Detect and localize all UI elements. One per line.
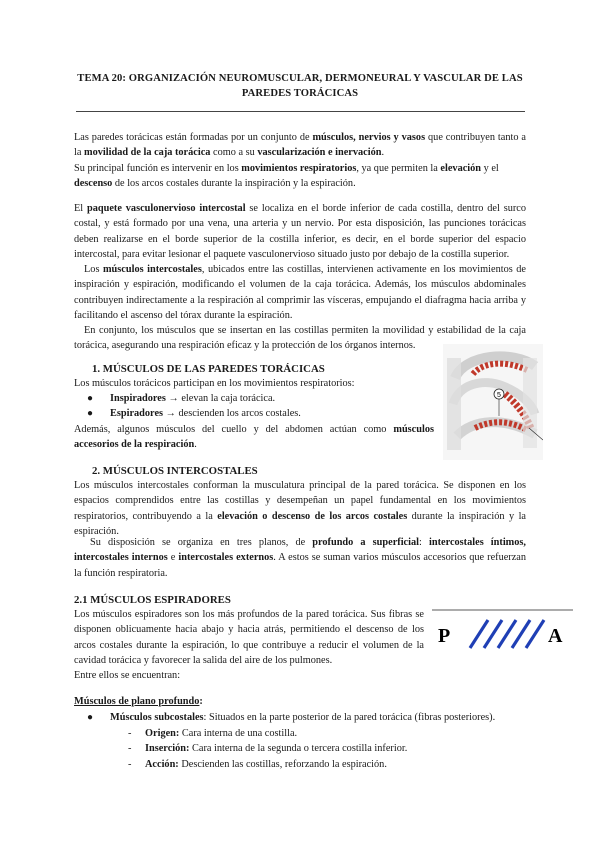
bullet-dot: ● (87, 408, 94, 419)
label-number: 5 (497, 392, 501, 399)
bullet-dot: ● (87, 712, 94, 723)
section-1-bullet-2: Espiradores → descienden los arcos costales. (110, 408, 301, 419)
section-1-lead: Los músculos torácicos participan en los movimientos respiratorios: (74, 378, 355, 389)
section-2-1-paragraph: Los músculos espiradores son los más profundos de la pared torácica. Sus fibras se disponen oblicuamente hacia abajo y hacia atrás, permitiendo el descenso de los arcos costales durante la espiración, lo que contribuye a reducir el volumen de la cavidad torácica y favorecer la salida del aire de los pulmones. (74, 609, 424, 667)
posterior-label: P (438, 625, 451, 647)
intro-paragraph-1: Las paredes torácicas están formadas por un conjunto de músculos, nervios y vasos que contribuyen tanto a la movilidad de la caja torácica como a su vascularización e inervación. (74, 132, 527, 159)
anterior-label: A (548, 625, 563, 647)
intro-paragraph-2: Su principal función es intervenir en los movimientos respiratorios, ya que permiten la elevación y el descenso de los arcos costales durante la inspiración y la espiración. (74, 163, 499, 190)
detail-insercion: Inserción: Cara interna de la segunda o tercera costilla inferior. (145, 743, 408, 754)
deep-plane-subheading: Músculos de plano profundo: (74, 696, 203, 707)
section-1-after: Además, algunos músculos del cuello y del abdomen actúan como músculos accesorios de la respiración. (74, 424, 434, 451)
section-1-heading: 1. MÚSCULOS DE LAS PAREDES TORÁCICAS (92, 363, 325, 375)
dash-marker: - (128, 743, 132, 754)
intro-paragraph-3: El paquete vasculonervioso intercostal se localiza en el borde inferior de cada costilla, dentro del surco costal, y está formado por una vena, una arteria y un nervio. Por esta disposición, las punciones torácicas deben realizarse en el borde superior de la costilla inferior, es decir, en el borde superior del espacio intercostal, para evitar lesionar el paquete vasculonervioso situado justo por debajo de la costilla superior. (74, 203, 526, 261)
dash-marker: - (128, 759, 132, 770)
title-line-2: PAREDES TORÁCICAS (241, 88, 359, 99)
detail-accion: Acción: Descienden las costillas, reforzando la espiración. (145, 759, 387, 770)
sternum (523, 358, 537, 448)
dash-marker: - (128, 728, 132, 739)
section-1-bullet-1: Inspiradores → elevan la caja torácica. (110, 393, 276, 404)
intro-paragraph-4: Los músculos intercostales, ubicados entre las costillas, intervienen activamente en los movimientos de inspiración y espiración, modificando el volumen de la caja torácica. Además, los músculos abdominales contribuyen indirectamente a la respiración al comprimir las vísceras, empujando el diafragma hacia arriba y facilitando el ascenso del tórax durante la espiración. (74, 264, 526, 322)
ribcage-illustration (443, 344, 543, 460)
title-divider (76, 111, 525, 112)
document-title (70, 71, 530, 101)
section-2-1-lead: Entre ellos se encuentran: (74, 670, 181, 681)
vertebral-column (447, 358, 461, 450)
fiber-direction-diagram (430, 606, 575, 656)
section-2-paragraph-1: Los músculos intercostales conforman la musculatura principal de la pared torácica. Se disponen en los espacios comprendidos entre las costillas y desempeñan un papel fundamental en los movimientos respiratorios, contribuyendo a la elevación o descenso de los arcos costales durante la inspiración y la espiración. (74, 480, 526, 538)
intro-paragraph-5: En conjunto, los músculos que se insertan en las costillas permiten la movilidad y estabilidad de la caja torácica, asegurando una respiración eficaz y la protección de los órganos internos. (74, 325, 526, 352)
section-2-paragraph-2: Su disposición se organiza en tres planos, de profundo a superficial: intercostales íntimos, intercostales internos e intercostales externos. A estos se suman varios músculos accesorios que refuerzan la función respiratoria. (74, 537, 527, 579)
oblique-fibers (470, 620, 544, 648)
title-line-1: TEMA 20: ORGANIZACIÓN NEUROMUSCULAR, DERMONEURAL Y VASCULAR DE LAS (77, 73, 523, 84)
section-2-heading: 2. MÚSCULOS INTERCOSTALES (92, 465, 258, 477)
bullet-dot: ● (87, 393, 94, 404)
subcostales-bullet: Músculos subcostales: Situados en la parte posterior de la pared torácica (fibras posteriores). (110, 712, 496, 723)
section-2-1-heading: 2.1 MÚSCULOS ESPIRADORES (74, 594, 231, 606)
detail-origen: Origen: Cara interna de una costilla. (145, 728, 298, 739)
